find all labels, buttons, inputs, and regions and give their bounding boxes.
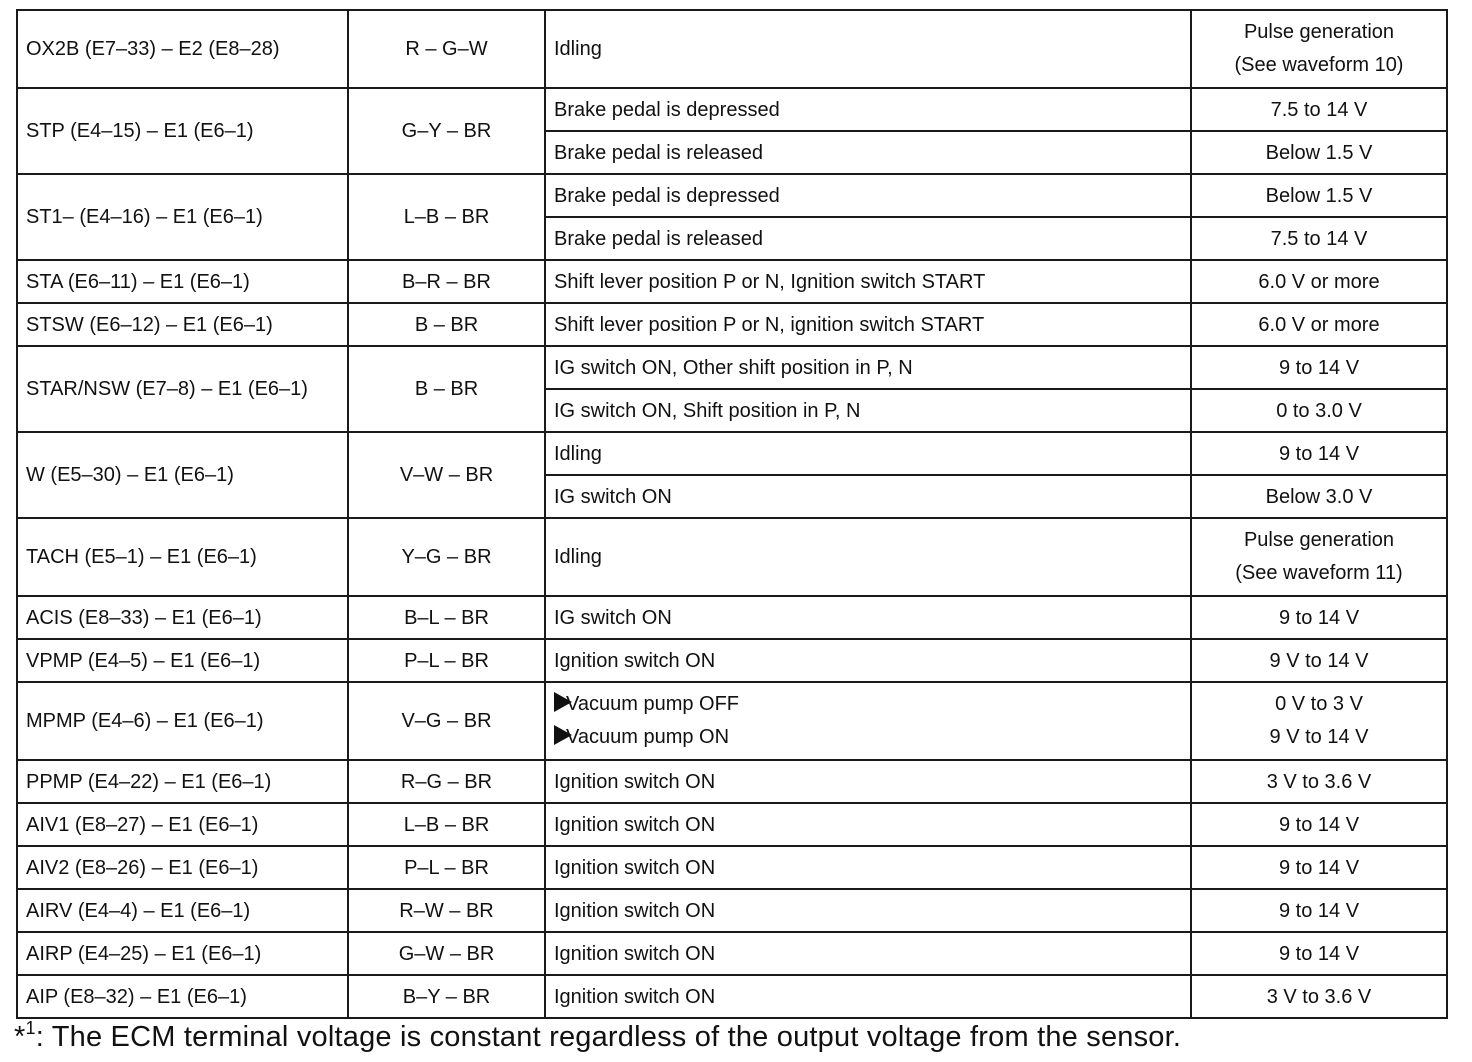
terminal-voltage-table — [16, 9, 1448, 1019]
wiring-color-cell: P–L – BR — [348, 846, 545, 889]
wiring-color-cell: L–B – BR — [348, 174, 545, 260]
wiring-color-cell: Y–G – BR — [348, 518, 545, 596]
footnote-prefix: * — [14, 1021, 26, 1053]
terminal-cell: PPMP (E4–22) – E1 (E6–1) — [17, 760, 348, 803]
spec-cell — [1191, 88, 1447, 131]
wiring-color-cell: R–G – BR — [348, 760, 545, 803]
terminal-cell: AIV2 (E8–26) – E1 (E6–1) — [17, 846, 348, 889]
wiring-color-cell: B–R – BR — [348, 260, 545, 303]
wiring-color-cell: R–W – BR — [348, 889, 545, 932]
table-row — [17, 760, 1447, 803]
spec-value: (See waveform 10) — [1234, 54, 1404, 76]
spec-value: 9 to 14 V — [1278, 899, 1360, 922]
bullet-line — [554, 721, 1182, 754]
spec-value: Pulse generation — [1243, 21, 1395, 43]
spec-cell — [1191, 260, 1447, 303]
spec-cell — [1191, 760, 1447, 803]
condition-cell: Shift lever position P or N, Ignition switch START — [545, 260, 1191, 303]
terminal-cell: AIRV (E4–4) – E1 (E6–1) — [17, 889, 348, 932]
spec-value: 9 to 14 V — [1278, 856, 1360, 879]
wiring-color-cell: G–W – BR — [348, 932, 545, 975]
wiring-color-cell: P–L – BR — [348, 639, 545, 682]
wiring-color-cell: B–L – BR — [348, 596, 545, 639]
condition-text: Vacuum pump ON — [566, 726, 730, 748]
spec-cell — [1191, 639, 1447, 682]
spec-cell — [1191, 889, 1447, 932]
condition-cell: IG switch ON — [545, 596, 1191, 639]
table-row — [17, 803, 1447, 846]
spec-cell — [1191, 682, 1447, 760]
spec-cell — [1191, 932, 1447, 975]
spec-cell — [1191, 475, 1447, 518]
terminal-cell: STP (E4–15) – E1 (E6–1) — [17, 88, 348, 174]
footnote — [14, 1018, 1181, 1054]
terminal-cell: ST1– (E4–16) – E1 (E6–1) — [17, 174, 348, 260]
condition-cell: Brake pedal is depressed — [545, 88, 1191, 131]
table-row — [17, 596, 1447, 639]
terminal-cell: AIRP (E4–25) – E1 (E6–1) — [17, 932, 348, 975]
spec-value: Below 1.5 V — [1265, 141, 1373, 164]
spec-value: 0 to 3.0 V — [1276, 399, 1362, 422]
spec-cell — [1191, 10, 1447, 88]
table-row — [17, 303, 1447, 346]
table-row — [17, 174, 1447, 217]
table-body — [17, 10, 1447, 1018]
terminal-cell: VPMP (E4–5) – E1 (E6–1) — [17, 639, 348, 682]
spec-cell — [1191, 346, 1447, 389]
condition-cell: IG switch ON, Other shift position in P, N — [545, 346, 1191, 389]
wiring-color-cell: L–B – BR — [348, 803, 545, 846]
spec-value: Below 3.0 V — [1265, 485, 1373, 508]
spec-cell — [1191, 518, 1447, 596]
condition-cell: Ignition switch ON — [545, 932, 1191, 975]
spec-value: 6.0 V or more — [1258, 270, 1380, 293]
footnote-text: : The ECM terminal voltage is constant regardless of the output voltage from the sensor. — [35, 1021, 1182, 1053]
table-row — [17, 346, 1447, 389]
spec-value: Below 1.5 V — [1265, 184, 1373, 207]
condition-text: Vacuum pump OFF — [566, 693, 740, 715]
terminal-cell: OX2B (E7–33) – E2 (E8–28) — [17, 10, 348, 88]
condition-cell: IG switch ON — [545, 475, 1191, 518]
spec-value: 9 to 14 V — [1278, 813, 1360, 836]
table-row — [17, 975, 1447, 1018]
terminal-cell: STSW (E6–12) – E1 (E6–1) — [17, 303, 348, 346]
terminal-cell: STA (E6–11) – E1 (E6–1) — [17, 260, 348, 303]
terminal-cell: W (E5–30) – E1 (E6–1) — [17, 432, 348, 518]
spec-value: 9 V to 14 V — [1269, 726, 1369, 748]
table-row — [17, 88, 1447, 131]
spec-value: Pulse generation — [1243, 529, 1395, 551]
terminal-cell: TACH (E5–1) – E1 (E6–1) — [17, 518, 348, 596]
table-row — [17, 846, 1447, 889]
table-row — [17, 889, 1447, 932]
spec-cell — [1191, 217, 1447, 260]
table-row — [17, 260, 1447, 303]
wiring-color-cell: V–G – BR — [348, 682, 545, 760]
wiring-color-cell: B – BR — [348, 346, 545, 432]
condition-cell: Brake pedal is released — [545, 217, 1191, 260]
table-row — [17, 518, 1447, 596]
table-row — [17, 432, 1447, 475]
spec-cell — [1191, 975, 1447, 1018]
spec-cell — [1191, 432, 1447, 475]
terminal-cell: AIV1 (E8–27) – E1 (E6–1) — [17, 803, 348, 846]
wiring-color-cell: G–Y – BR — [348, 88, 545, 174]
spec-value: 9 V to 14 V — [1269, 649, 1369, 672]
condition-cell: Idling — [545, 432, 1191, 475]
condition-cell: Shift lever position P or N, ignition switch START — [545, 303, 1191, 346]
table-row — [17, 639, 1447, 682]
spec-value: 9 to 14 V — [1278, 942, 1360, 965]
wiring-color-cell: R – G–W — [348, 10, 545, 88]
spec-value: 7.5 to 14 V — [1270, 227, 1368, 250]
table-row — [17, 932, 1447, 975]
spec-value: 9 to 14 V — [1278, 356, 1360, 379]
condition-cell: Brake pedal is depressed — [545, 174, 1191, 217]
condition-cell: Idling — [545, 10, 1191, 88]
terminal-cell: AIP (E8–32) – E1 (E6–1) — [17, 975, 348, 1018]
spec-value: 3 V to 3.6 V — [1266, 770, 1372, 793]
spec-value: 6.0 V or more — [1258, 313, 1380, 336]
spec-value: 0 V to 3 V — [1275, 693, 1363, 715]
spec-cell — [1191, 846, 1447, 889]
bullet-line — [554, 688, 1182, 721]
footnote-superscript: 1 — [25, 1018, 36, 1038]
spec-value: 9 to 14 V — [1278, 606, 1360, 629]
table-row — [17, 10, 1447, 88]
condition-cell: Ignition switch ON — [545, 889, 1191, 932]
condition-cell: Ignition switch ON — [545, 803, 1191, 846]
spec-cell — [1191, 303, 1447, 346]
spec-value: 3 V to 3.6 V — [1266, 985, 1372, 1008]
condition-cell: Ignition switch ON — [545, 760, 1191, 803]
spec-value: 7.5 to 14 V — [1270, 98, 1368, 121]
terminal-cell: ACIS (E8–33) – E1 (E6–1) — [17, 596, 348, 639]
spec-value: 9 to 14 V — [1278, 442, 1360, 465]
terminal-cell: MPMP (E4–6) – E1 (E6–1) — [17, 682, 348, 760]
wiring-color-cell: B – BR — [348, 303, 545, 346]
wiring-color-cell: B–Y – BR — [348, 975, 545, 1018]
spec-cell — [1191, 596, 1447, 639]
condition-cell: Ignition switch ON — [545, 975, 1191, 1018]
condition-cell: IG switch ON, Shift position in P, N — [545, 389, 1191, 432]
wiring-color-cell: V–W – BR — [348, 432, 545, 518]
spec-cell — [1191, 389, 1447, 432]
spec-cell — [1191, 803, 1447, 846]
condition-cell: Idling — [545, 518, 1191, 596]
terminal-cell: STAR/NSW (E7–8) – E1 (E6–1) — [17, 346, 348, 432]
spec-cell — [1191, 131, 1447, 174]
condition-cell — [545, 682, 1191, 760]
condition-cell: Ignition switch ON — [545, 846, 1191, 889]
spec-value: (See waveform 11) — [1235, 562, 1403, 584]
condition-cell: Ignition switch ON — [545, 639, 1191, 682]
table-row — [17, 682, 1447, 760]
spec-cell — [1191, 174, 1447, 217]
condition-cell: Brake pedal is released — [545, 131, 1191, 174]
